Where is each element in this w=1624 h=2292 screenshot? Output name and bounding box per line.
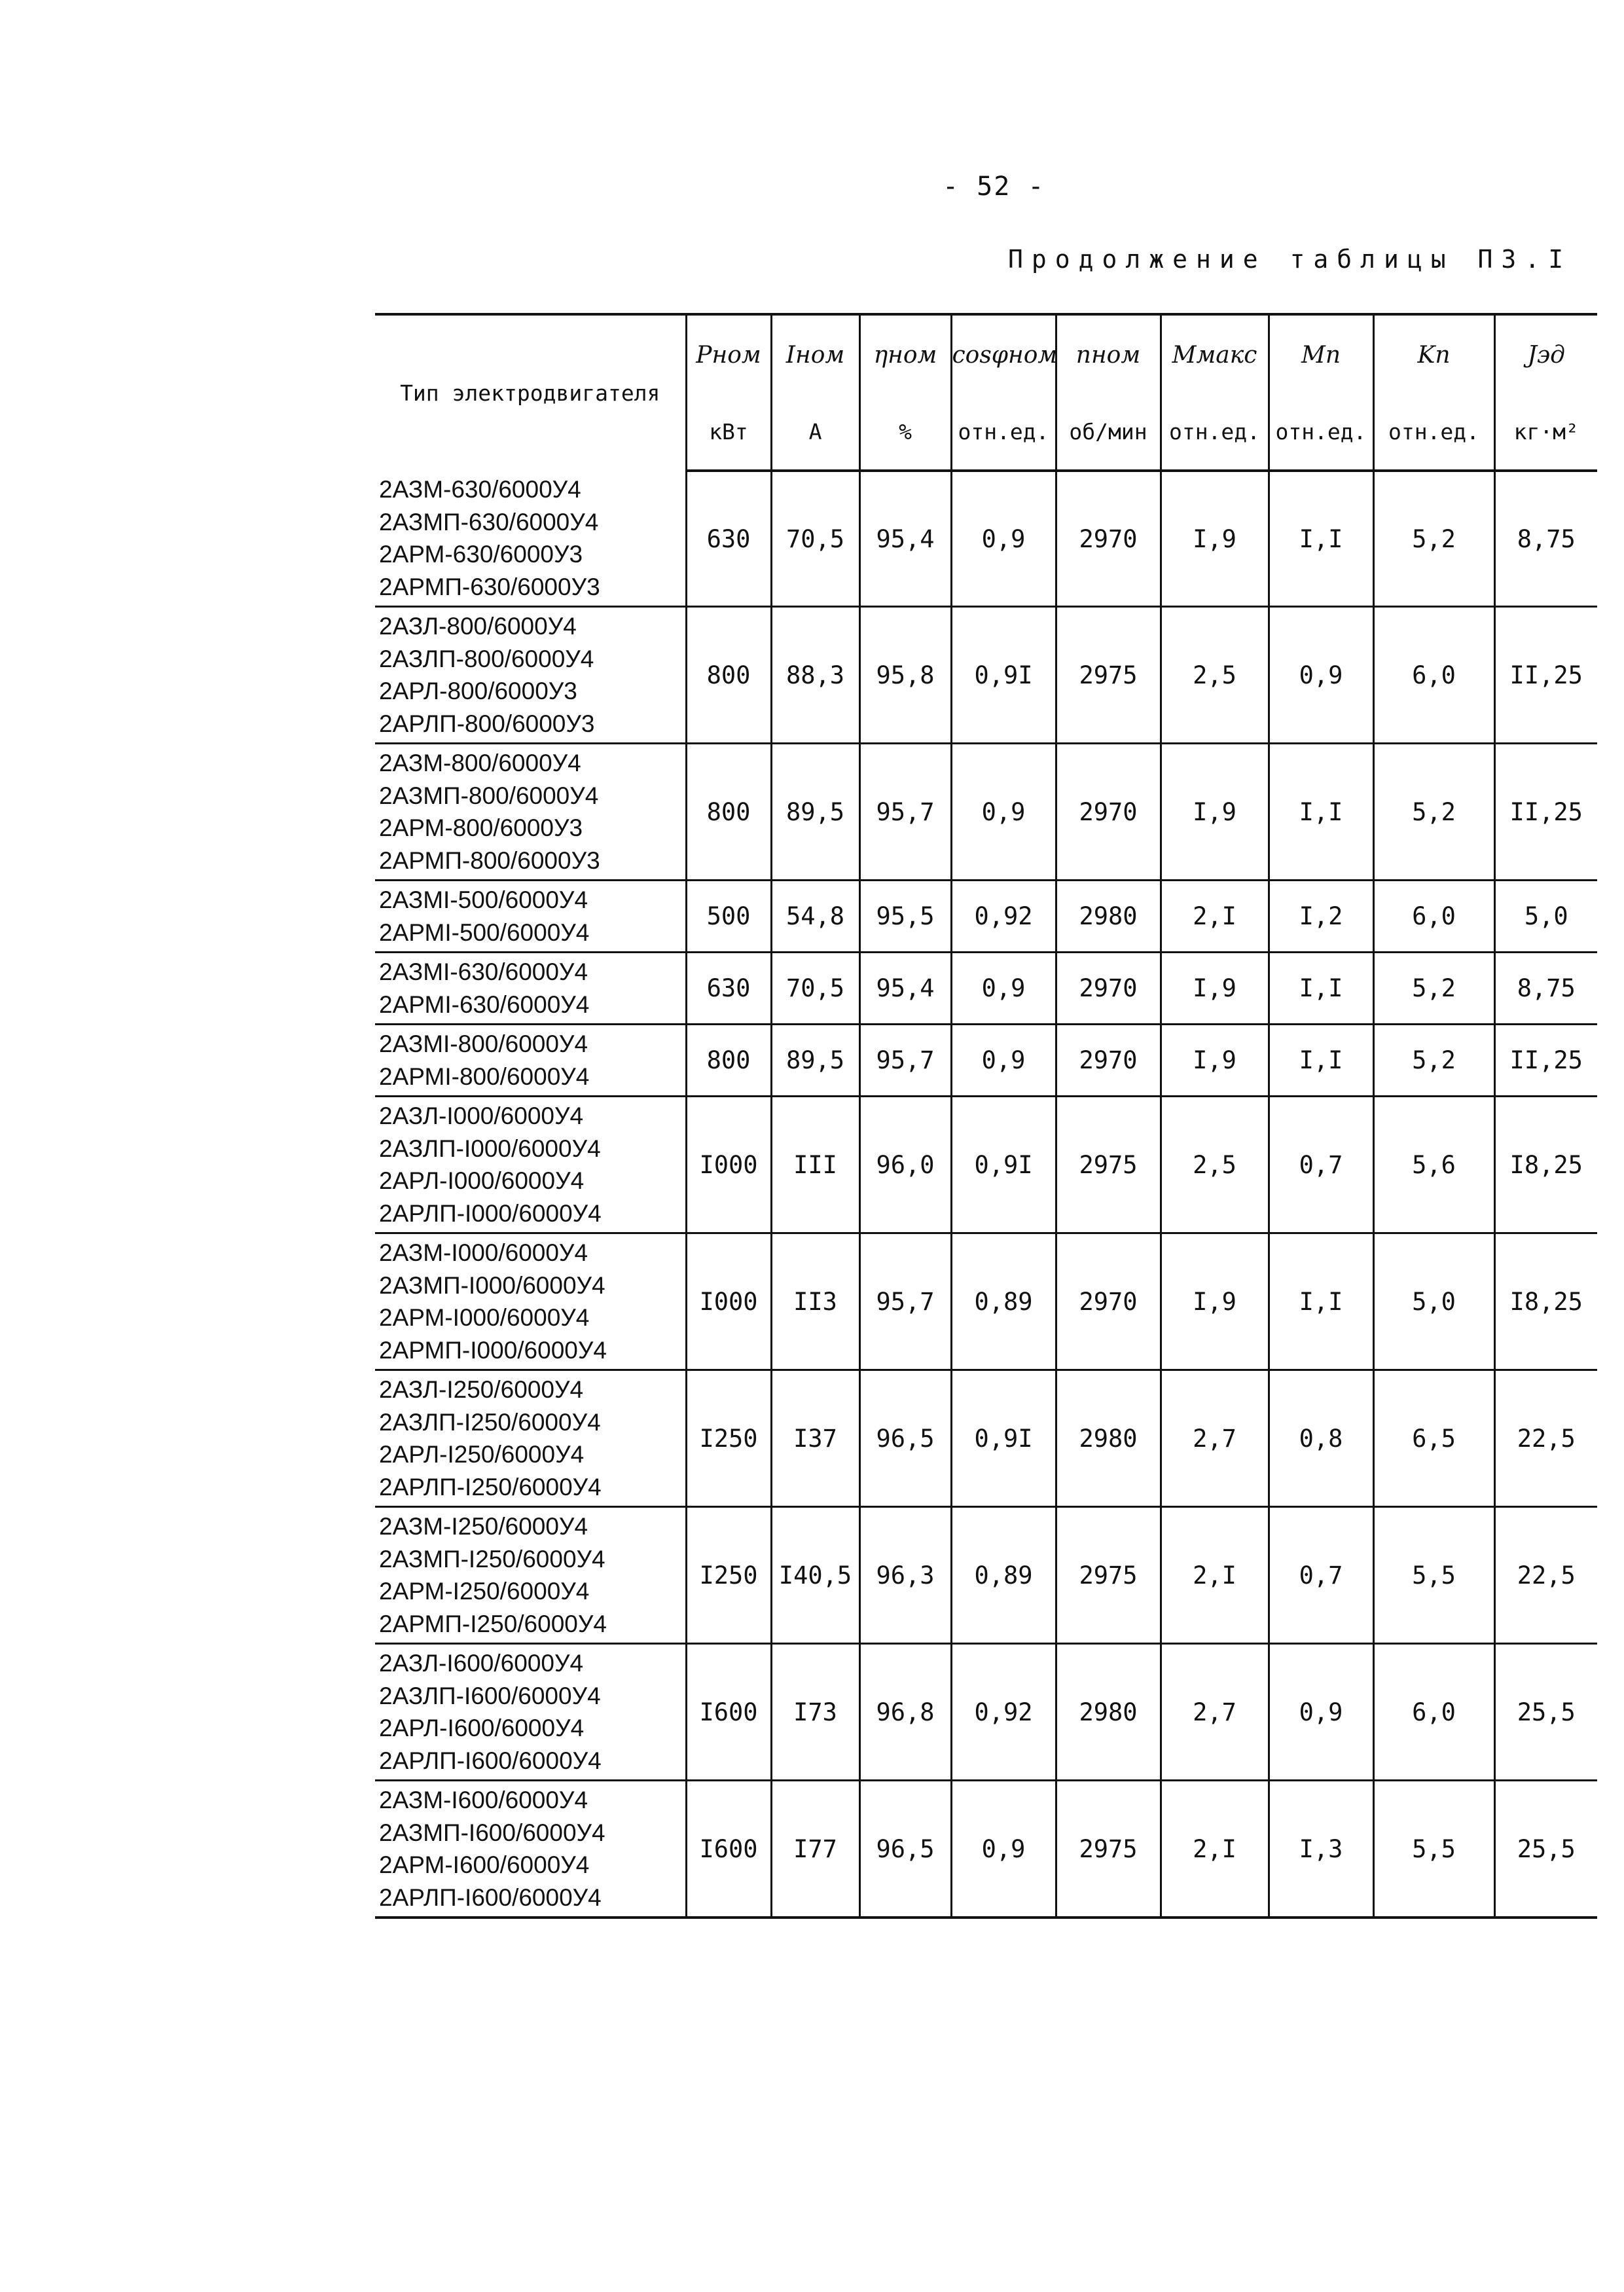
motor-type-cell [375, 881, 686, 953]
table-row [375, 607, 1597, 744]
cell-eta-nom: 96,3 [859, 1507, 951, 1644]
cell-cos-phi-nom: 0,89 [951, 1507, 1056, 1644]
cell-eta-nom: 96,0 [859, 1097, 951, 1233]
cell-i-nom: III [771, 1097, 859, 1233]
motor-type-cell [375, 1097, 686, 1233]
cell-j-inertia: 5,0 [1494, 881, 1597, 953]
cell-eta-nom: 95,7 [859, 1233, 951, 1370]
header-m-start: Mп [1269, 314, 1373, 394]
cell-eta-nom: 95,7 [859, 744, 951, 881]
table-row [375, 1097, 1597, 1233]
cell-i-nom: 70,5 [771, 471, 859, 607]
motor-type-name: 2АЗМ-I250/6000У4 [379, 1513, 588, 1540]
motor-type-cell [375, 471, 686, 607]
cell-i-nom: I37 [771, 1370, 859, 1507]
cell-eta-nom: 96,5 [859, 1781, 951, 1918]
motor-type-cell [375, 1507, 686, 1644]
motor-type-name: 2АРМП-630/6000У3 [379, 573, 600, 600]
cell-eta-nom: 96,5 [859, 1370, 951, 1507]
motor-type-name: 2АРЛ-I000/6000У4 [379, 1167, 585, 1194]
cell-eta-nom: 96,8 [859, 1644, 951, 1781]
motor-type-name: 2АРМП-I250/6000У4 [379, 1610, 607, 1637]
cell-k-start: 6,0 [1373, 607, 1494, 744]
motor-type-name: 2АЗМП-I600/6000У4 [379, 1819, 605, 1846]
cell-j-inertia: 22,5 [1494, 1507, 1597, 1644]
cell-eta-nom: 95,4 [859, 471, 951, 607]
motor-type-name: 2АРЛ-800/6000У3 [379, 678, 577, 704]
table-caption: Продолжение таблицы П3.I [1008, 245, 1572, 274]
cell-cos-phi-nom: 0,9I [951, 1370, 1056, 1507]
cell-cos-phi-nom: 0,9 [951, 1025, 1056, 1097]
motor-type-name: 2АРМ-I000/6000У4 [379, 1304, 590, 1331]
motor-type-name: 2АРЛ-I250/6000У4 [379, 1441, 585, 1468]
cell-p-nom: 800 [686, 607, 771, 744]
cell-cos-phi-nom: 0,9I [951, 607, 1056, 744]
motor-type-name: 2АЗМ-800/6000У4 [379, 750, 581, 776]
motor-type-name: 2АЗМI-800/6000У4 [379, 1030, 588, 1057]
motor-type-name: 2АЗЛ-I250/6000У4 [379, 1376, 584, 1403]
motor-type-name: 2АЗМI-500/6000У4 [379, 886, 588, 913]
motor-type-cell [375, 1781, 686, 1918]
cell-p-nom: 630 [686, 471, 771, 607]
cell-cos-phi-nom: 0,92 [951, 881, 1056, 953]
unit-cos-phi-nom: отн.ед. [951, 394, 1056, 471]
motor-type-name: 2АРМ-I600/6000У4 [379, 1851, 590, 1878]
cell-m-max: 2,5 [1161, 607, 1269, 744]
cell-p-nom: I600 [686, 1644, 771, 1781]
motor-type-name: 2АЗМП-800/6000У4 [379, 782, 599, 809]
cell-m-start: I,3 [1269, 1781, 1373, 1918]
cell-m-max: 2,I [1161, 1781, 1269, 1918]
cell-p-nom: I000 [686, 1233, 771, 1370]
motor-type-cell [375, 1370, 686, 1507]
cell-m-max: I,9 [1161, 1233, 1269, 1370]
cell-i-nom: 88,3 [771, 607, 859, 744]
motor-type-name: 2АЗЛ-I000/6000У4 [379, 1102, 584, 1129]
header-m-max: Mмакс [1161, 314, 1269, 394]
unit-eta-nom: % [859, 394, 951, 471]
unit-n-nom: об/мин [1056, 394, 1161, 471]
cell-m-start: 0,9 [1269, 1644, 1373, 1781]
motor-type-name: 2АРЛП-800/6000У3 [379, 710, 595, 737]
cell-k-start: 6,0 [1373, 1644, 1494, 1781]
cell-n-nom: 2970 [1056, 744, 1161, 881]
cell-k-start: 5,2 [1373, 744, 1494, 881]
cell-n-nom: 2975 [1056, 607, 1161, 744]
cell-eta-nom: 95,8 [859, 607, 951, 744]
cell-i-nom: 54,8 [771, 881, 859, 953]
unit-j-inertia: кг·м² [1494, 394, 1597, 471]
motor-type-name: 2АЗЛП-I000/6000У4 [379, 1135, 601, 1162]
unit-m-start: отн.ед. [1269, 394, 1373, 471]
table-row [375, 1644, 1597, 1781]
unit-i-nom: А [771, 394, 859, 471]
cell-i-nom: 89,5 [771, 1025, 859, 1097]
cell-p-nom: 800 [686, 744, 771, 881]
cell-j-inertia: II,25 [1494, 1025, 1597, 1097]
cell-j-inertia: I8,25 [1494, 1097, 1597, 1233]
cell-n-nom: 2980 [1056, 1644, 1161, 1781]
cell-cos-phi-nom: 0,92 [951, 1644, 1056, 1781]
cell-n-nom: 2975 [1056, 1097, 1161, 1233]
cell-k-start: 5,0 [1373, 1233, 1494, 1370]
cell-i-nom: 89,5 [771, 744, 859, 881]
cell-cos-phi-nom: 0,9I [951, 1097, 1056, 1233]
motor-type-name: 2АЗМП-I250/6000У4 [379, 1545, 605, 1573]
cell-n-nom: 2970 [1056, 471, 1161, 607]
header-j-inertia: Jэд [1494, 314, 1597, 394]
cell-p-nom: 630 [686, 953, 771, 1025]
cell-eta-nom: 95,5 [859, 881, 951, 953]
cell-n-nom: 2980 [1056, 881, 1161, 953]
header-cos-phi-nom: cosφном [951, 314, 1056, 394]
motor-type-name: 2АРМП-I000/6000У4 [379, 1336, 607, 1364]
cell-k-start: 5,5 [1373, 1507, 1494, 1644]
cell-m-max: 2,I [1161, 1507, 1269, 1644]
cell-i-nom: I77 [771, 1781, 859, 1918]
motor-type-cell [375, 744, 686, 881]
cell-n-nom: 2975 [1056, 1781, 1161, 1918]
header-p-nom: Pном [686, 314, 771, 394]
header-n-nom: nном [1056, 314, 1161, 394]
table-row [375, 953, 1597, 1025]
cell-m-start: I,I [1269, 744, 1373, 881]
cell-p-nom: I000 [686, 1097, 771, 1233]
cell-m-start: I,I [1269, 1025, 1373, 1097]
motor-type-name: 2АЗЛП-I250/6000У4 [379, 1408, 601, 1436]
motor-type-name: 2АРМ-I250/6000У4 [379, 1578, 590, 1605]
motor-type-name: 2АРЛП-I600/6000У4 [379, 1883, 602, 1911]
cell-k-start: 6,0 [1373, 881, 1494, 953]
header-k-start: Kп [1373, 314, 1494, 394]
header-symbol-row [375, 314, 1597, 394]
cell-m-start: I,I [1269, 953, 1373, 1025]
motor-type-name: 2АРЛП-I000/6000У4 [379, 1199, 602, 1227]
cell-p-nom: I600 [686, 1781, 771, 1918]
cell-m-max: 2,7 [1161, 1644, 1269, 1781]
cell-j-inertia: I8,25 [1494, 1233, 1597, 1370]
cell-i-nom: I40,5 [771, 1507, 859, 1644]
cell-cos-phi-nom: 0,9 [951, 953, 1056, 1025]
motor-type-name: 2АЗЛП-I600/6000У4 [379, 1682, 601, 1709]
cell-m-max: I,9 [1161, 471, 1269, 607]
cell-j-inertia: 8,75 [1494, 953, 1597, 1025]
cell-i-nom: 70,5 [771, 953, 859, 1025]
motor-type-cell [375, 1233, 686, 1370]
cell-j-inertia: 8,75 [1494, 471, 1597, 607]
cell-j-inertia: II,25 [1494, 607, 1597, 744]
cell-m-max: 2,7 [1161, 1370, 1269, 1507]
table-row [375, 1507, 1597, 1644]
cell-cos-phi-nom: 0,9 [951, 1781, 1056, 1918]
cell-m-max: 2,5 [1161, 1097, 1269, 1233]
motor-type-name: 2АЗЛП-800/6000У4 [379, 645, 594, 672]
motor-type-name: 2АЗЛ-I600/6000У4 [379, 1650, 584, 1677]
motor-type-name: 2АЗМ-I000/6000У4 [379, 1239, 588, 1266]
motor-type-name: 2АРМ-800/6000У3 [379, 814, 583, 841]
cell-k-start: 6,5 [1373, 1370, 1494, 1507]
cell-m-max: I,9 [1161, 953, 1269, 1025]
table-row [375, 1233, 1597, 1370]
motor-type-name: 2АРМI-800/6000У4 [379, 1063, 590, 1090]
cell-p-nom: 800 [686, 1025, 771, 1097]
cell-n-nom: 2970 [1056, 1025, 1161, 1097]
motor-type-cell [375, 953, 686, 1025]
cell-p-nom: I250 [686, 1370, 771, 1507]
motor-type-name: 2АРМ-630/6000У3 [379, 541, 583, 568]
motor-type-name: 2АРЛП-I600/6000У4 [379, 1747, 602, 1774]
cell-m-max: 2,I [1161, 881, 1269, 953]
motor-type-name: 2АЗМ-630/6000У4 [379, 476, 581, 503]
motor-type-cell [375, 1644, 686, 1781]
table-row [375, 1781, 1597, 1918]
cell-p-nom: 500 [686, 881, 771, 953]
cell-m-start: I,2 [1269, 881, 1373, 953]
header-motor-type: Тип электродвигателя [375, 314, 686, 471]
cell-j-inertia: 22,5 [1494, 1370, 1597, 1507]
table-row [375, 744, 1597, 881]
table-row [375, 471, 1597, 607]
cell-i-nom: I73 [771, 1644, 859, 1781]
cell-n-nom: 2970 [1056, 1233, 1161, 1370]
motor-type-name: 2АЗМ-I600/6000У4 [379, 1787, 588, 1813]
motor-data-table [375, 313, 1597, 1919]
header-eta-nom: ηном [859, 314, 951, 394]
cell-k-start: 5,6 [1373, 1097, 1494, 1233]
cell-eta-nom: 95,4 [859, 953, 951, 1025]
cell-i-nom: II3 [771, 1233, 859, 1370]
motor-type-name: 2АРМI-500/6000У4 [379, 919, 590, 946]
cell-cos-phi-nom: 0,9 [951, 744, 1056, 881]
cell-cos-phi-nom: 0,9 [951, 471, 1056, 607]
motor-type-name: 2АЗМI-630/6000У4 [379, 958, 588, 985]
cell-m-max: I,9 [1161, 744, 1269, 881]
motor-type-cell [375, 607, 686, 744]
motor-type-name: 2АРЛП-I250/6000У4 [379, 1473, 602, 1501]
motor-type-name: 2АРМI-630/6000У4 [379, 991, 590, 1018]
table-row [375, 1370, 1597, 1507]
cell-m-start: I,I [1269, 471, 1373, 607]
page-number: - 52 - [943, 172, 1045, 202]
motor-type-name: 2АРМП-800/6000У3 [379, 846, 600, 874]
unit-p-nom: кВт [686, 394, 771, 471]
motor-type-cell [375, 1025, 686, 1097]
cell-j-inertia: 25,5 [1494, 1781, 1597, 1918]
table-row [375, 1025, 1597, 1097]
cell-j-inertia: II,25 [1494, 744, 1597, 881]
cell-eta-nom: 95,7 [859, 1025, 951, 1097]
cell-n-nom: 2975 [1056, 1507, 1161, 1644]
unit-k-start: отн.ед. [1373, 394, 1494, 471]
cell-k-start: 5,2 [1373, 1025, 1494, 1097]
cell-m-start: I,I [1269, 1233, 1373, 1370]
motor-type-name: 2АЗМП-630/6000У4 [379, 508, 599, 536]
cell-cos-phi-nom: 0,89 [951, 1233, 1056, 1370]
cell-p-nom: I250 [686, 1507, 771, 1644]
cell-k-start: 5,2 [1373, 471, 1494, 607]
cell-m-max: I,9 [1161, 1025, 1269, 1097]
cell-n-nom: 2970 [1056, 953, 1161, 1025]
unit-m-max: отн.ед. [1161, 394, 1269, 471]
cell-m-start: 0,7 [1269, 1097, 1373, 1233]
motor-type-name: 2АЗМП-I000/6000У4 [379, 1271, 605, 1299]
header-i-nom: Iном [771, 314, 859, 394]
cell-m-start: 0,9 [1269, 607, 1373, 744]
cell-k-start: 5,2 [1373, 953, 1494, 1025]
motor-type-name: 2АЗЛ-800/6000У4 [379, 613, 577, 640]
cell-m-start: 0,7 [1269, 1507, 1373, 1644]
motor-type-name: 2АРЛ-I600/6000У4 [379, 1715, 585, 1741]
cell-k-start: 5,5 [1373, 1781, 1494, 1918]
table-row [375, 881, 1597, 953]
cell-m-start: 0,8 [1269, 1370, 1373, 1507]
cell-n-nom: 2980 [1056, 1370, 1161, 1507]
table-body [375, 471, 1597, 1918]
cell-j-inertia: 25,5 [1494, 1644, 1597, 1781]
